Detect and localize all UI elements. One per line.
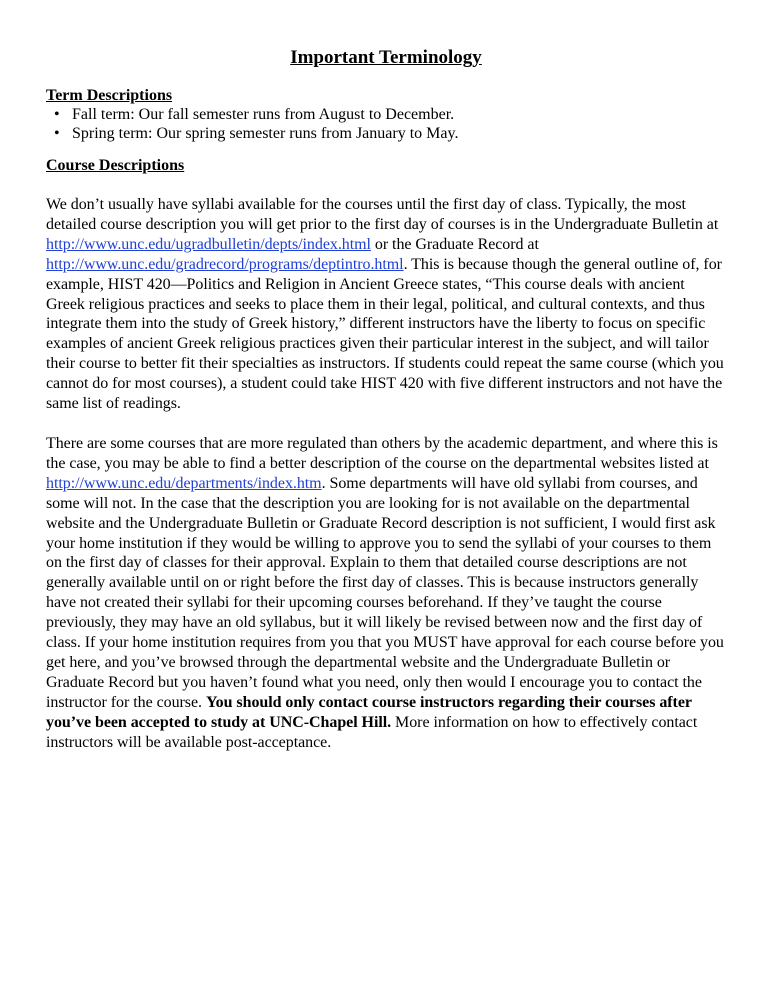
bold-notice: You should only contact course instructors regarding their courses after you’ve been accepted to study at UNC-Chapel Hill. (46, 693, 692, 731)
term-item-spring: Spring term: Our spring semester runs from January to May. (72, 125, 459, 142)
departments-link[interactable]: http://www.unc.edu/departments/index.htm (46, 474, 322, 492)
term-descriptions-heading: Term Descriptions (46, 87, 173, 104)
paragraph-text: More information on how to effectively contact instructors will be available post-acceptance. (46, 713, 698, 751)
paragraph-text: . This is because though the general outline of, for example, HIST 420—Politics and Religion in Ancient Greece states, “This course deals with ancient Greek religious practices and seeks to place them in their legal, political, and cultural contexts, and thus integrate them into the study of Greek history,” different instructors have the liberty to focus on specific examples of ancient Greek religious practices given their particular interest in the subject, and will tailor their course to better fit their specialties as instructors. If students could repeat the same course (which you cannot do for most courses), a student could take HIST 420 with five different instructors and not have the same list of readings. (46, 255, 724, 413)
paragraph-text: We don’t usually have syllabi available for the courses until the first day of class. Typically, the most detailed course description you will get prior to the first day of courses is in the Undergraduate Bulletin at (46, 196, 719, 233)
bullet-icon: • (54, 106, 60, 123)
document-page (46, 46, 726, 752)
term-item-fall: Fall term: Our fall semester runs from August to December. (72, 106, 455, 123)
paragraph-text: There are some courses that are more regulated than others by the academic department, and where this is the case, you may be able to find a better description of the course on the departmental websites listed at (46, 434, 718, 472)
paragraph-text: . Some departments will have old syllabi from courses, and some will not. In the case that the description you are looking for is not available on the departmental website and the Undergraduate Bulletin or Graduate Record description is not sufficient, I would first ask your home institution if they would be willing to approve you to send the syllabi of your courses to them on the first day of classes for their approval. Explain to them that detailed course descriptions are not generally available until on or right before the first day of classes. This is because instructors generally have not created their syllabi for their upcoming courses beforehand. If they’ve taught the course previously, they may have an old syllabus, but it will likely be revised between now and the first day of class. If your home institution requires from you that you MUST have approval for each course before you get here, and you’ve browsed through the departmental website and the Undergraduate Bulletin or Graduate Record but you haven’t found what you need, only then would I encourage you to contact the instructor for the course. (46, 474, 724, 711)
term-list (46, 105, 726, 143)
list-item (54, 124, 726, 143)
course-paragraph-1 (46, 195, 726, 414)
ugrad-bulletin-link[interactable]: http://www.unc.edu/ugradbulletin/depts/index.html (46, 235, 371, 253)
paragraph-text: or the Graduate Record at (370, 235, 539, 253)
course-descriptions-heading: Course Descriptions (46, 157, 185, 174)
list-item (54, 105, 726, 124)
page-title: Important Terminology (290, 47, 482, 68)
course-paragraph-2 (46, 434, 726, 753)
grad-record-link[interactable]: http://www.unc.edu/gradrecord/programs/deptintro.html (46, 255, 404, 273)
bullet-icon: • (54, 125, 60, 142)
